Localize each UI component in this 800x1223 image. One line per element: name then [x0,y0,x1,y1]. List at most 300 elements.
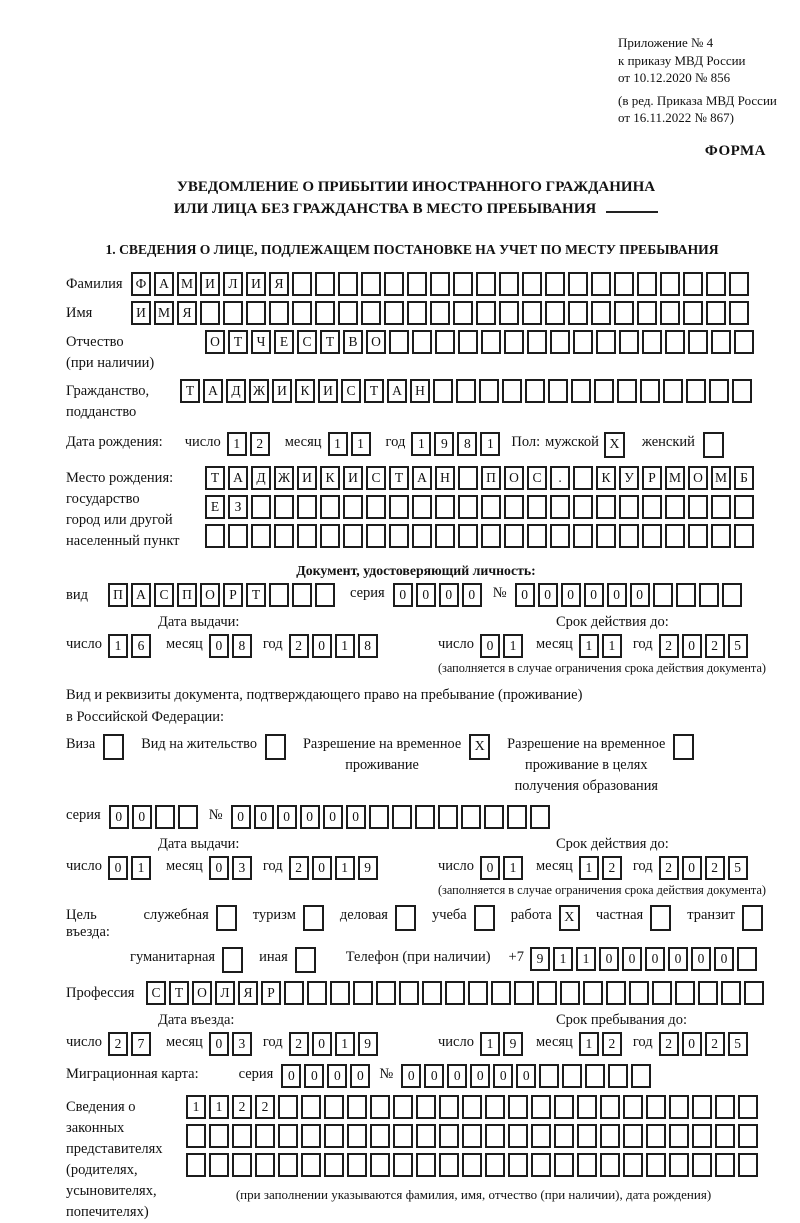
form-cell[interactable]: 6 [131,634,151,658]
form-cell[interactable] [629,981,649,1005]
form-cell[interactable] [178,805,198,829]
form-cell[interactable] [232,1124,252,1148]
form-cell[interactable] [600,1124,620,1148]
form-cell[interactable]: 2 [602,1032,622,1056]
form-cell[interactable]: Р [223,583,243,607]
form-cell[interactable] [573,466,593,490]
form-cell[interactable] [711,330,731,354]
form-cell[interactable] [246,301,266,325]
form-cell[interactable] [389,330,409,354]
form-cell[interactable] [462,1095,482,1119]
form-cell[interactable] [205,524,225,548]
form-cell[interactable] [732,379,752,403]
form-cell[interactable]: С [297,330,317,354]
form-cell[interactable] [619,330,639,354]
form-cell[interactable]: 0 [277,805,297,829]
form-cell[interactable] [315,583,335,607]
form-cell[interactable] [715,1095,735,1119]
form-cell[interactable] [669,1153,689,1177]
form-cell[interactable]: 1 [335,1032,355,1056]
form-cell[interactable] [222,947,243,973]
form-cell[interactable] [692,1124,712,1148]
form-cell[interactable]: . [550,466,570,490]
form-cell[interactable]: С [146,981,166,1005]
form-cell[interactable] [320,495,340,519]
form-cell[interactable] [453,272,473,296]
form-cell[interactable]: 0 [584,583,604,607]
form-cell[interactable]: М [177,272,197,296]
form-cell[interactable] [255,1153,275,1177]
form-cell[interactable] [186,1153,206,1177]
form-cell[interactable]: 2 [705,634,725,658]
form-cell[interactable] [711,495,731,519]
form-cell[interactable] [508,1153,528,1177]
form-cell[interactable]: 1 [579,1032,599,1056]
form-cell[interactable] [531,1095,551,1119]
form-cell[interactable] [642,330,662,354]
form-cell[interactable] [481,524,501,548]
form-cell[interactable] [416,1124,436,1148]
form-cell[interactable]: А [154,272,174,296]
form-cell[interactable] [525,379,545,403]
form-cell[interactable] [596,495,616,519]
form-cell[interactable]: 0 [630,583,650,607]
form-cell[interactable]: Л [223,272,243,296]
form-cell[interactable]: А [203,379,223,403]
form-cell[interactable]: О [205,330,225,354]
form-cell[interactable] [608,1064,628,1088]
form-cell[interactable] [338,272,358,296]
form-cell[interactable] [683,272,703,296]
form-cell[interactable] [688,330,708,354]
form-cell[interactable] [265,734,286,760]
form-cell[interactable]: У [619,466,639,490]
form-cell[interactable]: 5 [728,634,748,658]
form-cell[interactable] [200,301,220,325]
form-cell[interactable] [738,1153,758,1177]
form-cell[interactable] [669,1095,689,1119]
form-cell[interactable] [491,981,511,1005]
form-cell[interactable]: Ж [274,466,294,490]
form-cell[interactable]: 2 [659,1032,679,1056]
form-cell[interactable]: 2 [108,1032,128,1056]
form-cell[interactable] [416,1095,436,1119]
form-cell[interactable] [297,524,317,548]
form-cell[interactable]: О [366,330,386,354]
form-cell[interactable] [646,1124,666,1148]
form-cell[interactable] [474,905,495,931]
form-cell[interactable] [476,272,496,296]
form-cell[interactable] [583,981,603,1005]
form-cell[interactable] [439,1095,459,1119]
form-cell[interactable] [292,583,312,607]
purpose-transit-checkbox[interactable] [742,905,766,931]
form-cell[interactable] [734,495,754,519]
form-cell[interactable] [554,1153,574,1177]
form-cell[interactable] [623,1124,643,1148]
form-cell[interactable]: 0 [323,805,343,829]
form-cell[interactable]: Р [642,466,662,490]
form-cell[interactable] [683,301,703,325]
form-cell[interactable] [103,734,124,760]
purpose-private-checkbox[interactable] [650,905,674,931]
form-cell[interactable]: Я [238,981,258,1005]
form-cell[interactable]: Е [274,330,294,354]
form-cell[interactable]: 0 [346,805,366,829]
edu-residence-checkbox[interactable] [673,734,697,760]
form-cell[interactable]: К [320,466,340,490]
form-cell[interactable] [297,495,317,519]
form-cell[interactable] [415,805,435,829]
form-cell[interactable] [439,1124,459,1148]
form-cell[interactable] [706,301,726,325]
form-cell[interactable] [699,583,719,607]
form-cell[interactable] [596,524,616,548]
form-cell[interactable]: Д [251,466,271,490]
form-cell[interactable] [389,524,409,548]
form-cell[interactable] [686,379,706,403]
form-cell[interactable] [462,1153,482,1177]
form-cell[interactable]: 1 [131,856,151,880]
form-cell[interactable]: И [246,272,266,296]
form-cell[interactable]: А [131,583,151,607]
form-cell[interactable]: 1 [480,1032,500,1056]
form-cell[interactable] [715,1124,735,1148]
form-cell[interactable] [301,1095,321,1119]
form-cell[interactable]: 0 [401,1064,421,1088]
form-cell[interactable] [295,947,316,973]
form-cell[interactable] [393,1153,413,1177]
form-cell[interactable] [688,495,708,519]
form-cell[interactable] [502,379,522,403]
form-cell[interactable]: К [596,466,616,490]
form-cell[interactable] [554,1124,574,1148]
form-cell[interactable]: 1 [335,856,355,880]
form-cell[interactable]: М [154,301,174,325]
residence-permit-checkbox[interactable] [265,734,289,760]
form-cell[interactable] [537,981,557,1005]
form-cell[interactable]: 0 [209,634,229,658]
form-cell[interactable]: 0 [645,947,665,971]
form-cell[interactable] [438,805,458,829]
form-cell[interactable]: 0 [691,947,711,971]
form-cell[interactable] [660,272,680,296]
form-cell[interactable] [554,1095,574,1119]
form-cell[interactable] [729,272,749,296]
form-cell[interactable] [468,981,488,1005]
form-cell[interactable]: 2 [289,856,309,880]
form-cell[interactable]: П [108,583,128,607]
form-cell[interactable] [545,272,565,296]
form-cell[interactable] [573,524,593,548]
form-cell[interactable]: 0 [109,805,129,829]
form-cell[interactable] [393,1124,413,1148]
form-cell[interactable] [522,272,542,296]
form-cell[interactable]: 0 [447,1064,467,1088]
form-cell[interactable]: 2 [659,856,679,880]
form-cell[interactable]: Я [177,301,197,325]
form-cell[interactable] [539,1064,559,1088]
form-cell[interactable]: 1 [503,856,523,880]
form-cell[interactable] [646,1153,666,1177]
form-cell[interactable]: Н [410,379,430,403]
form-cell[interactable]: 1 [108,634,128,658]
form-cell[interactable]: И [318,379,338,403]
form-cell[interactable] [703,432,724,458]
form-cell[interactable]: X [604,432,625,458]
form-cell[interactable]: 0 [682,856,702,880]
form-cell[interactable]: 0 [416,583,436,607]
form-cell[interactable]: 2 [705,856,725,880]
form-cell[interactable]: 0 [622,947,642,971]
form-cell[interactable] [343,524,363,548]
form-cell[interactable]: 0 [254,805,274,829]
form-cell[interactable] [370,1124,390,1148]
form-cell[interactable]: П [177,583,197,607]
form-cell[interactable] [568,272,588,296]
form-cell[interactable] [591,301,611,325]
form-cell[interactable]: Т [246,583,266,607]
form-cell[interactable] [251,524,271,548]
form-cell[interactable] [508,1124,528,1148]
form-cell[interactable] [435,524,455,548]
form-cell[interactable]: 0 [493,1064,513,1088]
form-cell[interactable] [571,379,591,403]
form-cell[interactable] [585,1064,605,1088]
form-cell[interactable]: А [387,379,407,403]
form-cell[interactable]: С [527,466,547,490]
form-cell[interactable] [445,981,465,1005]
form-cell[interactable]: 1 [579,856,599,880]
form-cell[interactable] [545,301,565,325]
form-cell[interactable] [560,981,580,1005]
form-cell[interactable] [278,1124,298,1148]
form-cell[interactable]: 1 [553,947,573,971]
form-cell[interactable] [614,272,634,296]
form-cell[interactable] [255,1124,275,1148]
form-cell[interactable]: 9 [503,1032,523,1056]
form-cell[interactable] [347,1124,367,1148]
form-cell[interactable]: 0 [515,583,535,607]
form-cell[interactable]: 1 [328,432,348,456]
form-cell[interactable] [458,330,478,354]
form-cell[interactable] [315,301,335,325]
form-cell[interactable] [722,583,742,607]
form-cell[interactable]: 9 [434,432,454,456]
form-cell[interactable] [274,495,294,519]
form-cell[interactable]: Т [180,379,200,403]
form-cell[interactable] [315,272,335,296]
form-cell[interactable]: 8 [232,634,252,658]
form-cell[interactable] [550,330,570,354]
form-cell[interactable]: Я [269,272,289,296]
form-cell[interactable] [324,1095,344,1119]
form-cell[interactable]: 0 [607,583,627,607]
form-cell[interactable]: 2 [705,1032,725,1056]
form-cell[interactable] [652,981,672,1005]
form-cell[interactable] [155,805,175,829]
form-cell[interactable]: 1 [602,634,622,658]
form-cell[interactable] [484,805,504,829]
form-cell[interactable]: 1 [351,432,371,456]
form-cell[interactable] [637,301,657,325]
form-cell[interactable] [646,1095,666,1119]
form-cell[interactable] [476,301,496,325]
form-cell[interactable] [692,1153,712,1177]
form-cell[interactable]: 0 [462,583,482,607]
form-cell[interactable] [485,1124,505,1148]
form-cell[interactable] [522,301,542,325]
form-cell[interactable] [392,805,412,829]
form-cell[interactable]: И [272,379,292,403]
form-cell[interactable]: В [343,330,363,354]
form-cell[interactable] [461,805,481,829]
form-cell[interactable] [412,330,432,354]
form-cell[interactable] [292,272,312,296]
form-cell[interactable] [508,1095,528,1119]
form-cell[interactable]: 1 [227,432,247,456]
form-cell[interactable] [485,1153,505,1177]
form-cell[interactable]: 9 [530,947,550,971]
form-cell[interactable]: 0 [209,856,229,880]
form-cell[interactable] [688,524,708,548]
form-cell[interactable]: 2 [289,1032,309,1056]
form-cell[interactable] [453,301,473,325]
form-cell[interactable] [370,1095,390,1119]
form-cell[interactable]: Т [389,466,409,490]
form-cell[interactable]: Т [228,330,248,354]
form-cell[interactable] [485,1095,505,1119]
form-cell[interactable] [692,1095,712,1119]
form-cell[interactable]: Б [734,466,754,490]
form-cell[interactable]: 0 [281,1064,301,1088]
form-cell[interactable]: 7 [131,1032,151,1056]
form-cell[interactable] [393,1095,413,1119]
form-cell[interactable]: 0 [312,856,332,880]
form-cell[interactable] [456,379,476,403]
form-cell[interactable]: Т [364,379,384,403]
sex-female-checkbox[interactable] [703,432,727,458]
form-cell[interactable] [278,1153,298,1177]
form-cell[interactable] [186,1124,206,1148]
form-cell[interactable] [650,905,671,931]
form-cell[interactable] [640,379,660,403]
form-cell[interactable] [320,524,340,548]
form-cell[interactable]: О [192,981,212,1005]
form-cell[interactable] [430,272,450,296]
form-cell[interactable] [548,379,568,403]
form-cell[interactable]: 1 [576,947,596,971]
form-cell[interactable] [577,1124,597,1148]
form-cell[interactable] [462,1124,482,1148]
form-cell[interactable]: 0 [682,1032,702,1056]
form-cell[interactable] [738,1124,758,1148]
form-cell[interactable]: 1 [411,432,431,456]
form-cell[interactable] [631,1064,651,1088]
form-cell[interactable] [721,981,741,1005]
form-cell[interactable] [422,981,442,1005]
form-cell[interactable] [573,330,593,354]
form-cell[interactable] [550,495,570,519]
form-cell[interactable] [301,1153,321,1177]
form-cell[interactable] [642,495,662,519]
form-cell[interactable] [665,330,685,354]
sex-male-checkbox[interactable] [604,432,628,458]
form-cell[interactable]: 1 [335,634,355,658]
purpose-tourism-checkbox[interactable] [303,905,327,931]
form-cell[interactable] [504,524,524,548]
form-cell[interactable]: 0 [599,947,619,971]
form-cell[interactable] [347,1095,367,1119]
form-cell[interactable]: Ж [249,379,269,403]
purpose-business-checkbox[interactable] [395,905,419,931]
form-cell[interactable]: 2 [250,432,270,456]
form-cell[interactable] [715,1153,735,1177]
form-cell[interactable] [399,981,419,1005]
form-cell[interactable]: 0 [424,1064,444,1088]
form-cell[interactable] [530,805,550,829]
form-cell[interactable] [591,272,611,296]
form-cell[interactable] [706,272,726,296]
form-cell[interactable] [384,272,404,296]
form-cell[interactable] [637,272,657,296]
form-cell[interactable]: А [412,466,432,490]
form-cell[interactable]: 0 [538,583,558,607]
form-cell[interactable]: 0 [350,1064,370,1088]
form-cell[interactable]: 0 [480,634,500,658]
form-cell[interactable] [301,1124,321,1148]
form-cell[interactable] [504,495,524,519]
form-cell[interactable]: И [297,466,317,490]
form-cell[interactable] [458,466,478,490]
form-cell[interactable] [527,330,547,354]
form-cell[interactable]: О [200,583,220,607]
form-cell[interactable]: 2 [659,634,679,658]
form-cell[interactable]: С [341,379,361,403]
form-cell[interactable] [412,524,432,548]
form-cell[interactable] [669,1124,689,1148]
form-cell[interactable] [458,524,478,548]
form-cell[interactable] [439,1153,459,1177]
form-cell[interactable] [216,905,237,931]
form-cell[interactable] [416,1153,436,1177]
form-cell[interactable]: Р [261,981,281,1005]
form-cell[interactable]: 3 [232,1032,252,1056]
form-cell[interactable] [531,1124,551,1148]
form-cell[interactable]: 0 [714,947,734,971]
form-cell[interactable] [737,947,757,971]
form-cell[interactable] [600,1153,620,1177]
form-cell[interactable] [642,524,662,548]
form-cell[interactable] [307,981,327,1005]
form-cell[interactable] [665,524,685,548]
form-cell[interactable]: 0 [312,634,332,658]
form-cell[interactable] [573,495,593,519]
form-cell[interactable]: Е [205,495,225,519]
form-cell[interactable]: 0 [439,583,459,607]
purpose-humanitarian-checkbox[interactable] [222,947,246,973]
form-cell[interactable] [361,272,381,296]
form-cell[interactable]: 1 [480,432,500,456]
form-cell[interactable] [675,981,695,1005]
form-cell[interactable] [435,330,455,354]
form-cell[interactable]: 5 [728,1032,748,1056]
form-cell[interactable] [499,272,519,296]
form-cell[interactable]: 5 [728,856,748,880]
visa-checkbox[interactable] [103,734,127,760]
form-cell[interactable]: 0 [516,1064,536,1088]
temp-residence-checkbox[interactable] [469,734,493,760]
